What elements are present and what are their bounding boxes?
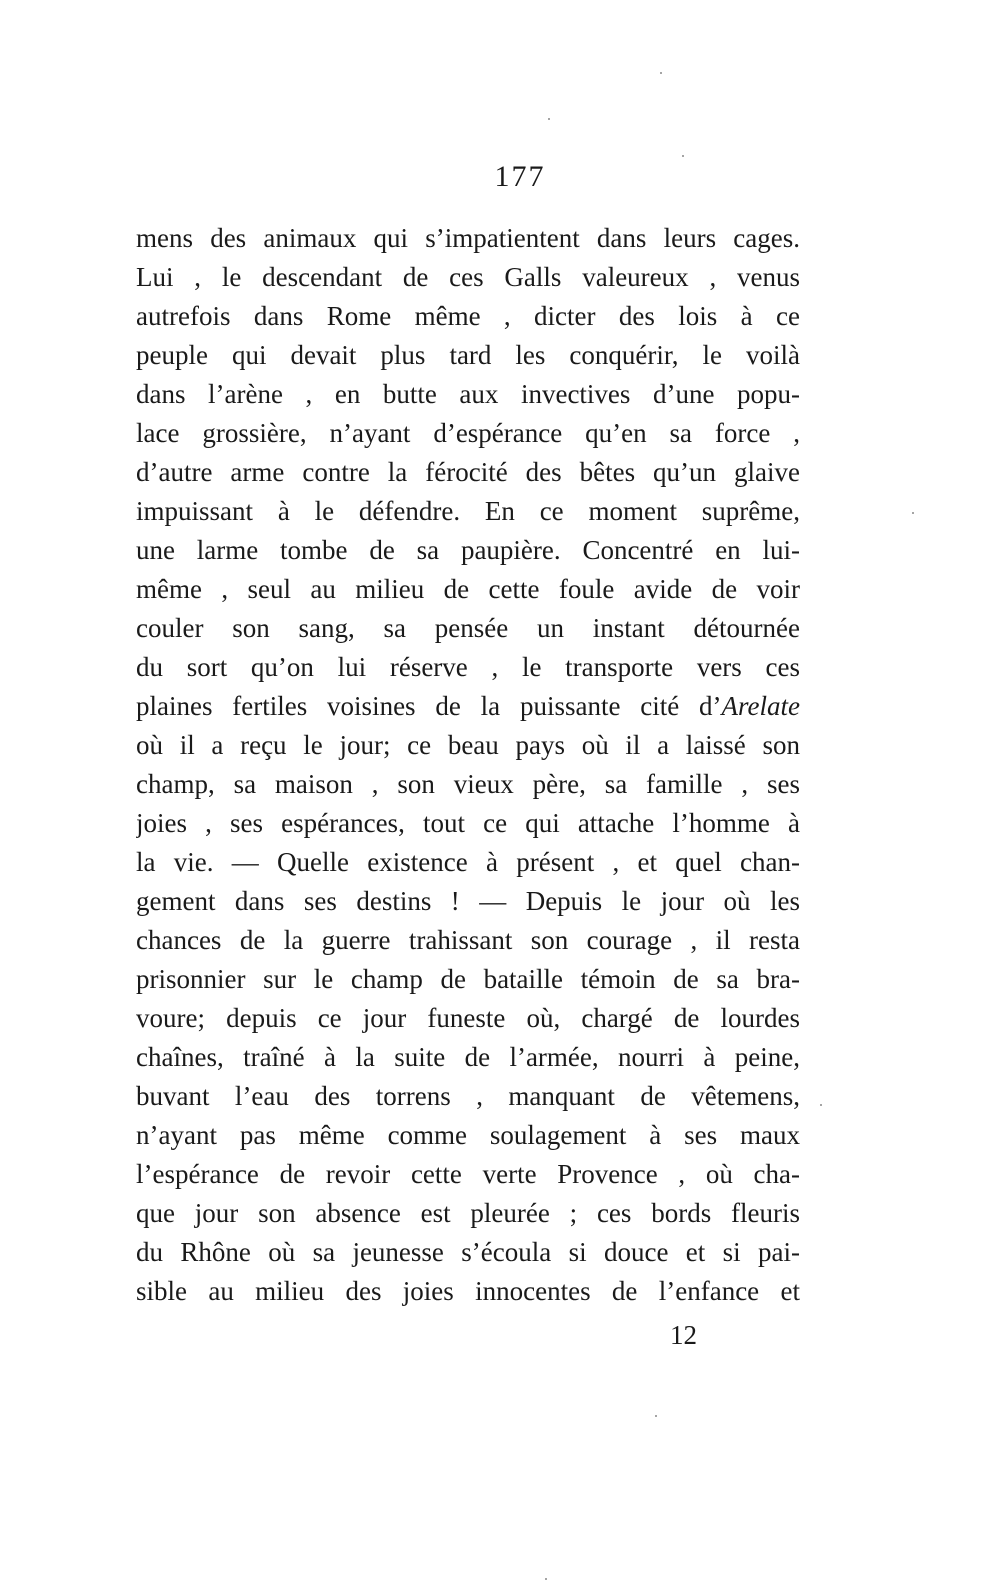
page-number: 177 [494, 160, 546, 193]
text-line: n’ayant pas même comme soulagement à ses maux [136, 1120, 800, 1150]
text-line: du Rhône où sa jeunesse s’écoula si douce et si pai- [136, 1237, 800, 1267]
text-line: même , seul au milieu de cette foule avide de voir [136, 574, 800, 604]
paper-speck [912, 512, 914, 514]
text-line: prisonnier sur le champ de bataille témoin de sa bra- [136, 964, 800, 994]
italic-place-name: Arelate [721, 691, 800, 721]
text-line: joies , ses espérances, tout ce qui attache l’homme à [136, 808, 800, 838]
text-line: d’autre arme contre la férocité des bêtes qu’un glaive [136, 457, 800, 487]
text-line: autrefois dans Rome même , dicter des lois à ce [136, 301, 800, 331]
text-line: où il a reçu le jour; ce beau pays où il a laissé son [136, 730, 800, 760]
text-line: Lui , le descendant de ces Galls valeureux , venus [136, 262, 800, 292]
paper-speck [545, 1578, 547, 1580]
text-line: une larme tombe de sa paupière. Concentré en lui- [136, 535, 800, 565]
text-line-part: plaines fertiles voisines de la puissante cité d’ [136, 691, 722, 721]
text-line: que jour son absence est pleurée ; ces bords fleuris [136, 1198, 800, 1228]
paper-speck [655, 1415, 657, 1417]
body-text [136, 219, 800, 1311]
text-line: chances de la guerre trahissant son courage , il resta [136, 925, 800, 955]
paper-speck [820, 1104, 822, 1106]
text-line: voure; depuis ce jour funeste où, chargé de lourdes [136, 1003, 800, 1033]
paper-speck [660, 72, 662, 74]
text-line: sible au milieu des joies innocentes de l’enfance et [136, 1276, 800, 1306]
text-line: l’espérance de revoir cette verte Provence , où cha- [136, 1159, 800, 1189]
paper-speck [682, 155, 684, 157]
text-line: la vie. — Quelle existence à présent , et quel chan- [136, 847, 800, 877]
text-line-with-italic [136, 687, 800, 726]
text-line: mens des animaux qui s’impatientent dans leurs cages. [136, 223, 800, 253]
paper-speck [548, 118, 550, 120]
text-line: buvant l’eau des torrens , manquant de vêtemens, [136, 1081, 800, 1111]
signature-mark: 12 [670, 1320, 697, 1350]
text-line: gement dans ses destins ! — Depuis le jour où les [136, 886, 800, 916]
text-line: champ, sa maison , son vieux père, sa famille , ses [136, 769, 800, 799]
text-line: lace grossière, n’ayant d’espérance qu’en sa force , [136, 418, 800, 448]
text-line: chaînes, traîné à la suite de l’armée, nourri à peine, [136, 1042, 800, 1072]
text-line: couler son sang, sa pensée un instant détournée [136, 613, 800, 643]
text-line: impuissant à le défendre. En ce moment suprême, [136, 496, 800, 526]
text-line: dans l’arène , en butte aux invectives d’une popu- [136, 379, 800, 409]
text-line: peuple qui devait plus tard les conquérir, le voilà [136, 340, 800, 370]
text-line: du sort qu’on lui réserve , le transporte vers ces [136, 652, 800, 682]
